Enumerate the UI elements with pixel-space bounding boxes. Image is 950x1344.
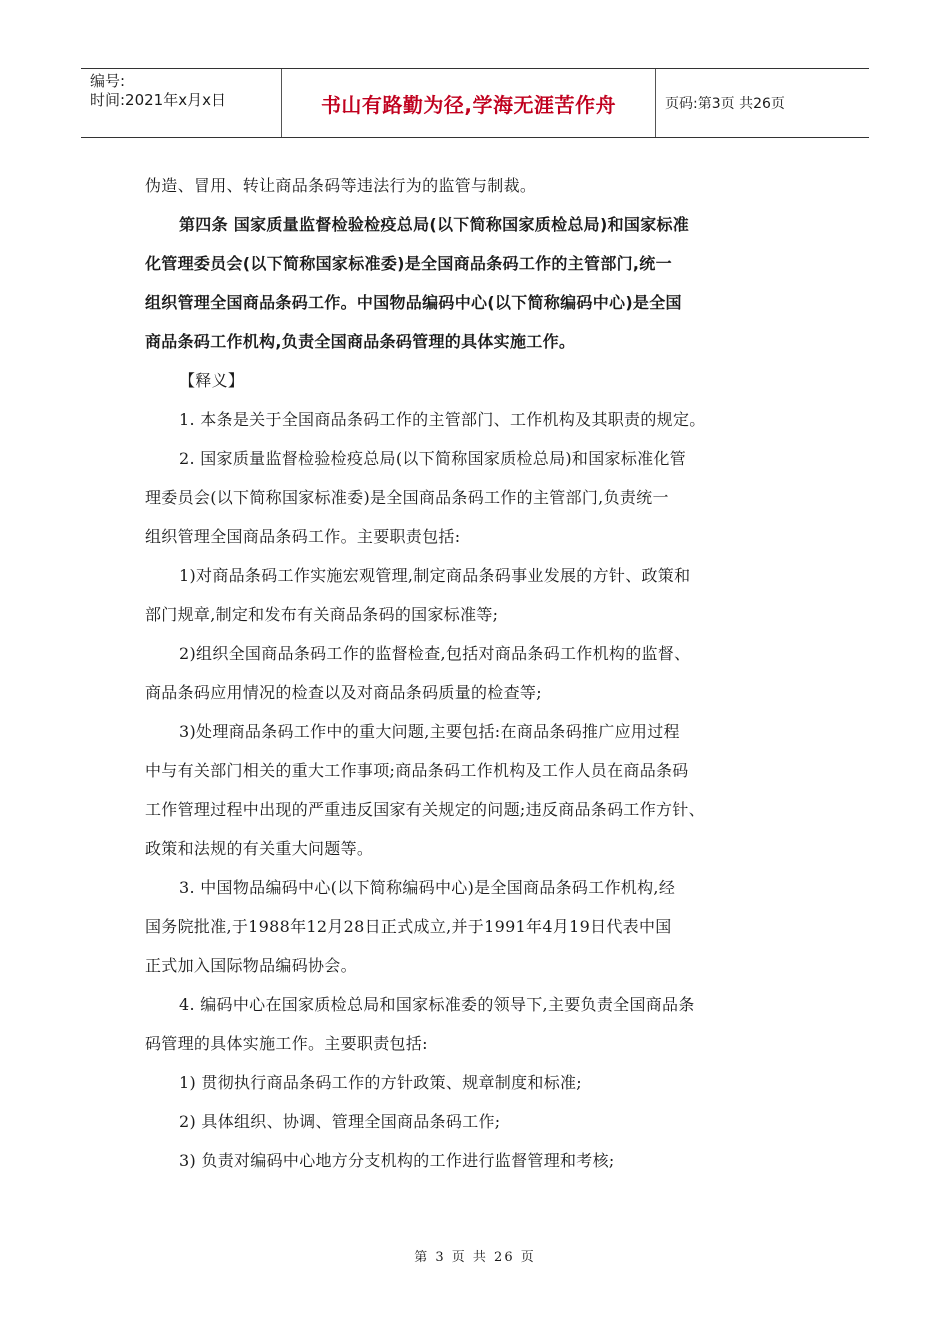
article-line: 第四条 国家质量监督检验检疫总局(以下简称国家质检总局)和国家标准	[179, 215, 690, 234]
article-four	[145, 205, 810, 361]
paragraph-line: 2)组织全国商品条码工作的监督检查,包括对商品条码工作机构的监督、	[179, 644, 691, 663]
document-number-label: 编号:	[90, 72, 126, 90]
paragraph-line: 中与有关部门相关的重大工作事项;商品条码工作机构及工作人员在商品条码	[145, 761, 689, 780]
paragraph-line: 1)对商品条码工作实施宏观管理,制定商品条码事业发展的方针、政策和	[179, 566, 691, 585]
paragraph-line: 3) 负责对编码中心地方分支机构的工作进行监督管理和考核;	[179, 1151, 615, 1170]
paragraph-line: 4. 编码中心在国家质检总局和国家标准委的领导下,主要负责全国商品条	[179, 995, 695, 1014]
article-line: 组织管理全国商品条码工作。中国物品编码中心(以下简称编码中心)是全国	[145, 293, 682, 312]
paragraph-line: 正式加入国际物品编码协会。	[145, 956, 357, 975]
paragraph-line: 组织管理全国商品条码工作。主要职责包括:	[145, 527, 461, 546]
paragraph-line: 码管理的具体实施工作。主要职责包括:	[145, 1034, 428, 1053]
interpretation-heading: 【释义】	[179, 371, 245, 390]
paragraph-line: 3)处理商品条码工作中的重大问题,主要包括:在商品条码推广应用过程	[179, 722, 680, 741]
paragraph-line: 3. 中国物品编码中心(以下简称编码中心)是全国商品条码工作机构,经	[179, 878, 676, 897]
paragraph-line: 1) 贯彻执行商品条码工作的方针政策、规章制度和标准;	[179, 1073, 582, 1092]
header-motto: 书山有路勤为径,学海无涯苦作舟	[282, 69, 656, 137]
paragraph-line: 1. 本条是关于全国商品条码工作的主管部门、工作机构及其职责的规定。	[179, 410, 706, 429]
header-page-info: 页码:第3页 共26页	[665, 96, 785, 112]
page-footer: 第 3 页 共 26 页	[414, 1250, 536, 1265]
paragraph-line: 政策和法规的有关重大问题等。	[145, 839, 374, 858]
document-body	[145, 166, 810, 1180]
paragraph-line: 商品条码应用情况的检查以及对商品条码质量的检查等;	[145, 683, 542, 702]
paragraph-line: 工作管理过程中出现的严重违反国家有关规定的问题;违反商品条码工作方针、	[145, 800, 705, 819]
paragraph-line: 部门规章,制定和发布有关商品条码的国家标准等;	[145, 605, 499, 624]
article-line: 商品条码工作机构,负责全国商品条码管理的具体实施工作。	[145, 332, 576, 351]
paragraph-line: 国务院批准,于1988年12月28日正式成立,并于1991年4月19日代表中国	[145, 917, 672, 936]
paragraph-line: 2) 具体组织、协调、管理全国商品条码工作;	[179, 1112, 501, 1131]
article-line: 化管理委员会(以下简称国家标准委)是全国商品条码工作的主管部门,统一	[145, 254, 672, 273]
paragraph-line: 理委员会(以下简称国家标准委)是全国商品条码工作的主管部门,负责统一	[145, 488, 669, 507]
paragraph-line: 2. 国家质量监督检验检疫总局(以下简称国家质检总局)和国家标准化管	[179, 449, 687, 468]
page-header	[81, 68, 869, 138]
header-left-cell	[81, 69, 282, 137]
paragraph-line: 伪造、冒用、转让商品条码等违法行为的监管与制裁。	[145, 176, 537, 195]
document-date-label: 时间:2021年x月x日	[90, 91, 226, 109]
